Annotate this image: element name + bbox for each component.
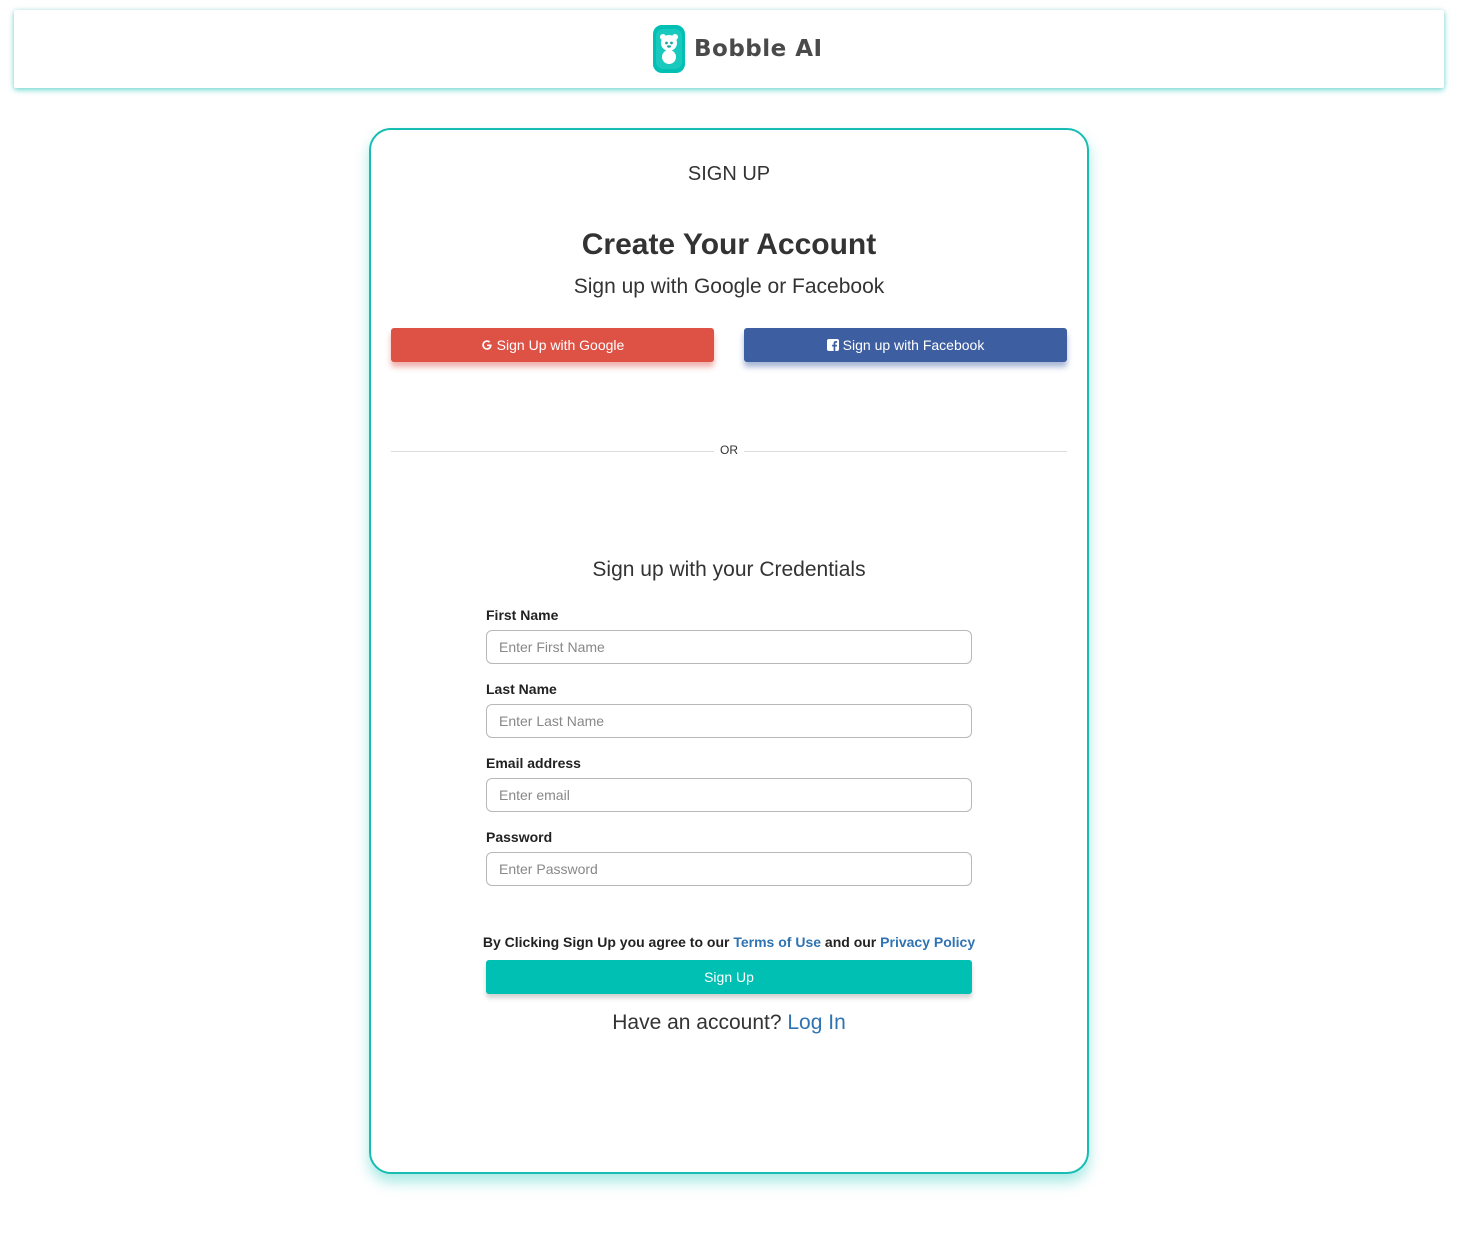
terms-prefix: By Clicking Sign Up you agree to our	[482, 934, 730, 950]
email-group	[486, 754, 972, 812]
email-label: Email address	[486, 755, 581, 771]
last-name-field[interactable]	[486, 704, 972, 738]
page-title: Create Your Account	[581, 228, 877, 261]
brand-logo[interactable]	[652, 24, 823, 74]
first-name-label: First Name	[486, 607, 559, 623]
page-subtitle: Sign up with Google or Facebook	[573, 275, 885, 298]
google-g-icon	[481, 339, 493, 351]
last-name-label: Last Name	[486, 681, 557, 697]
facebook-signup-label: Sign up with Facebook	[842, 337, 985, 353]
terms-of-use-link[interactable]: Terms of Use	[733, 934, 822, 950]
or-text: OR	[714, 443, 744, 457]
password-label: Password	[486, 829, 553, 845]
bobble-mascot-icon	[652, 24, 686, 74]
credentials-heading: Sign up with your Credentials	[592, 558, 866, 581]
sign-up-button[interactable]: Sign Up	[486, 960, 972, 994]
login-prompt-text: Have an account?	[612, 1011, 782, 1034]
facebook-square-icon	[827, 339, 839, 351]
email-field[interactable]	[486, 778, 972, 812]
brand-name: Bobble AI	[694, 36, 823, 62]
password-field[interactable]	[486, 852, 972, 886]
or-divider-label	[371, 443, 1087, 457]
facebook-signup-button[interactable]	[744, 328, 1067, 362]
log-in-link[interactable]: Log In	[787, 1011, 846, 1034]
login-prompt	[371, 1011, 1087, 1035]
google-signup-button[interactable]	[391, 328, 714, 362]
first-name-group	[486, 606, 972, 664]
signup-card	[369, 128, 1089, 1174]
google-signup-label: Sign Up with Google	[496, 337, 625, 353]
password-group	[486, 828, 972, 886]
first-name-field[interactable]	[486, 630, 972, 664]
privacy-policy-link[interactable]: Privacy Policy	[880, 934, 976, 950]
terms-notice	[371, 934, 1087, 950]
top-header	[14, 10, 1444, 88]
terms-middle: and our	[824, 934, 877, 950]
last-name-group	[486, 680, 972, 738]
card-heading: SIGN UP	[687, 163, 771, 185]
